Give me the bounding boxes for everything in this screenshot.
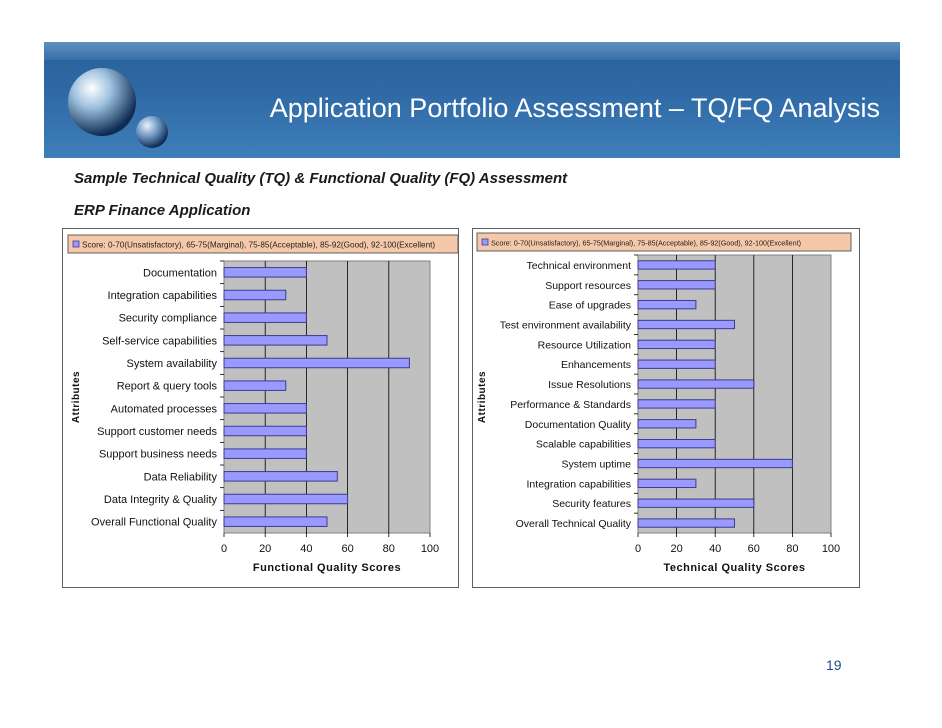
category-label: Data Reliability bbox=[143, 471, 217, 484]
slide-title: Application Portfolio Assessment – TQ/FQ Analysis bbox=[269, 93, 880, 123]
legend-swatch bbox=[482, 239, 488, 245]
category-label: Documentation Quality bbox=[524, 418, 631, 431]
bar bbox=[638, 420, 696, 428]
bar bbox=[638, 360, 715, 368]
bar bbox=[224, 472, 337, 482]
bar bbox=[638, 300, 696, 308]
category-label: Automated processes bbox=[110, 403, 217, 416]
x-tick-label: 60 bbox=[747, 543, 760, 555]
category-label: System availability bbox=[126, 358, 217, 370]
fq-chart bbox=[63, 229, 458, 587]
category-label: Support business needs bbox=[98, 448, 217, 461]
category-label: Technical environment bbox=[526, 259, 631, 272]
x-tick-label: 40 bbox=[709, 543, 722, 555]
application-name: ERP Finance Application bbox=[74, 202, 251, 219]
bar bbox=[638, 340, 715, 348]
legend-text: Score: 0-70(Unsatisfactory), 65-75(Marginal), 75-85(Acceptable), 85-92(Good), 92-100(Excellent) bbox=[82, 240, 436, 250]
category-label: Scalable capabilities bbox=[535, 438, 631, 451]
x-tick-label: 20 bbox=[259, 543, 272, 555]
y-axis-title: Attributes bbox=[477, 370, 488, 424]
assessment-subtitle: Sample Technical Quality (TQ) & Functional Quality (FQ) Assessment bbox=[74, 170, 568, 187]
fq-chart-panel bbox=[62, 228, 459, 588]
x-tick-label: 0 bbox=[220, 543, 228, 555]
legend-swatch bbox=[73, 241, 79, 247]
category-label: Security features bbox=[552, 498, 631, 511]
category-label: Integration capabilities bbox=[526, 478, 631, 491]
x-tick-label: 100 bbox=[821, 543, 841, 555]
category-label: Support customer needs bbox=[97, 426, 217, 438]
category-label: Integration capabilities bbox=[107, 290, 217, 302]
category-label: Test environment availability bbox=[499, 319, 631, 332]
bar bbox=[224, 494, 348, 504]
bar bbox=[638, 261, 715, 269]
category-label: Overall Technical Quality bbox=[515, 518, 631, 531]
bar bbox=[638, 479, 696, 487]
bar bbox=[224, 336, 327, 346]
category-label: Support resources bbox=[545, 279, 631, 292]
bar bbox=[638, 499, 754, 507]
category-label: Self-service capabilities bbox=[102, 335, 217, 348]
plot-area bbox=[638, 255, 831, 533]
bar bbox=[224, 313, 306, 323]
x-tick-label: 100 bbox=[420, 543, 440, 555]
category-label: System uptime bbox=[561, 458, 631, 471]
plot-area bbox=[224, 261, 430, 533]
category-label: Report & query tools bbox=[116, 380, 217, 393]
bar bbox=[224, 449, 306, 459]
x-tick-label: 60 bbox=[341, 543, 354, 555]
banner-stripe bbox=[44, 42, 900, 60]
bar bbox=[224, 268, 306, 278]
category-label: Data Integrity & Quality bbox=[103, 494, 217, 506]
bar bbox=[638, 400, 715, 408]
category-label: Performance & Standards bbox=[510, 398, 631, 411]
y-axis-title: Attributes bbox=[71, 370, 82, 424]
bar bbox=[638, 439, 715, 447]
legend-text: Score: 0-70(Unsatisfactory), 65-75(Marginal), 75-85(Acceptable), 85-92(Good), 92-100(Excellent) bbox=[491, 238, 802, 248]
x-axis-title: Technical Quality Scores bbox=[663, 562, 806, 574]
category-label: Security compliance bbox=[118, 312, 217, 325]
bar bbox=[224, 426, 306, 436]
tq-chart bbox=[473, 229, 859, 587]
bar bbox=[224, 358, 409, 368]
bar bbox=[638, 519, 735, 527]
x-tick-label: 20 bbox=[670, 543, 683, 555]
category-label: Resource Utilization bbox=[537, 339, 631, 352]
bar bbox=[224, 404, 306, 414]
tq-chart-panel bbox=[472, 228, 860, 588]
x-axis-title: Functional Quality Scores bbox=[252, 562, 402, 574]
x-tick-label: 0 bbox=[634, 543, 642, 555]
x-tick-label: 80 bbox=[786, 543, 799, 555]
category-label: Issue Resolutions bbox=[548, 379, 631, 392]
bar bbox=[224, 381, 286, 391]
bar bbox=[638, 320, 735, 328]
bar bbox=[224, 517, 327, 527]
x-tick-label: 80 bbox=[382, 543, 395, 555]
category-label: Overall Functional Quality bbox=[91, 516, 217, 529]
bar bbox=[638, 281, 715, 289]
x-tick-label: 40 bbox=[300, 543, 313, 555]
bar bbox=[638, 459, 792, 467]
bar bbox=[224, 290, 286, 300]
category-label: Enhancements bbox=[560, 359, 631, 372]
bar bbox=[638, 380, 754, 388]
category-label: Documentation bbox=[143, 267, 217, 280]
page-number: 19 bbox=[826, 657, 842, 673]
category-label: Ease of upgrades bbox=[548, 299, 631, 312]
